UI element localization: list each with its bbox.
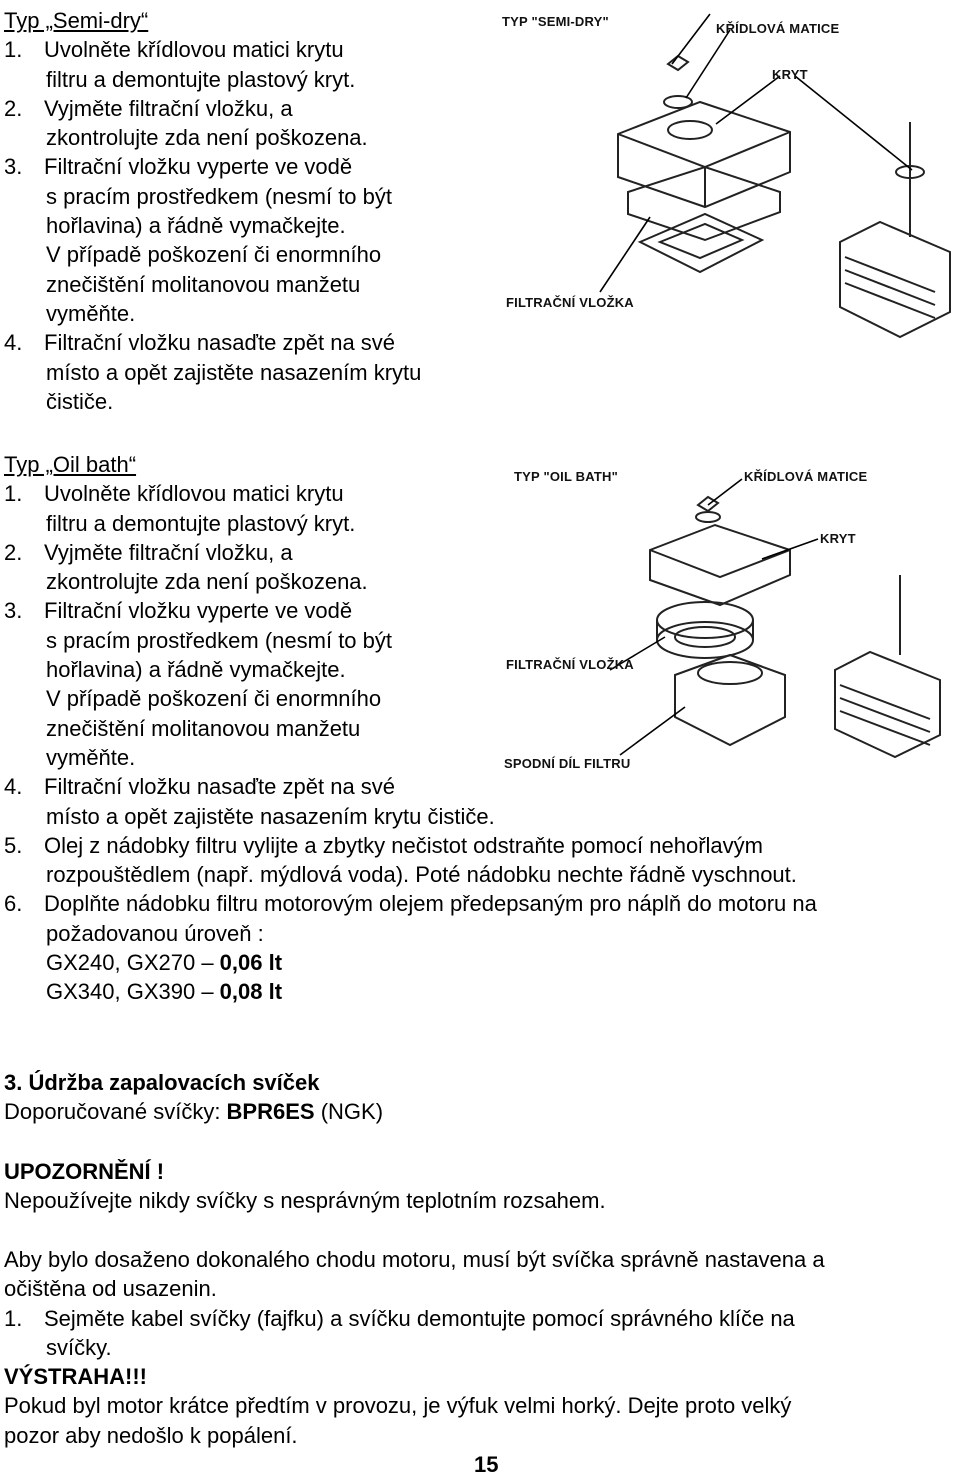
semi-step-4 xyxy=(4,328,421,357)
section-title: 3. Údržba zapalovacích svíček xyxy=(4,1070,320,1095)
semi-step-3-cont: vyměňte. xyxy=(46,300,136,326)
oil-bath-heading: Typ „Oil bath“ xyxy=(4,452,137,477)
oil-step-3-cont: V případě poškození či enormního xyxy=(46,686,382,712)
step-text: Vyjměte filtrační vložku, a xyxy=(44,539,293,565)
semi-step-2-cont: zkontrolujte zda není poškozena. xyxy=(46,125,368,151)
model-names: GX340, GX390 – xyxy=(46,979,220,1005)
step-number: 6. xyxy=(4,891,23,917)
semi-step-3-cont: hořlavina) a řádně vymačkejte. xyxy=(46,213,346,239)
cover-shape xyxy=(650,525,790,605)
engine-shape xyxy=(840,222,950,337)
oil-step-3-cont: vyměňte. xyxy=(46,744,136,770)
paragraph-line: očištěna od usazenin. xyxy=(4,1276,217,1302)
cover-label: KRYT xyxy=(820,531,856,546)
warning-text: Nepoužívejte nikdy svíčky s nesprávným teplotním rozsahem. xyxy=(4,1188,606,1214)
step-number: 4. xyxy=(4,774,23,800)
step-text: Vyjměte filtrační vložku, a xyxy=(44,95,293,121)
wing-nut-label: KŘÍDLOVÁ MATICE xyxy=(716,21,840,36)
step-number: 5. xyxy=(4,832,23,858)
step-text: Uvolněte křídlovou matici krytu xyxy=(44,481,344,507)
semi-step-3-cont: s pracím prostředkem (nesmí to být xyxy=(46,183,392,209)
oil-amount-gx340 xyxy=(4,977,817,1006)
warning-block xyxy=(4,1157,606,1216)
plug-step-1-cont: svíčky. xyxy=(46,1334,112,1360)
oil-bath-type-label: TYP "OIL BATH" xyxy=(514,469,618,484)
step-number: 2. xyxy=(4,95,23,121)
oil-step-4-cont: místo a opět zajistěte nasazením krytu čističe. xyxy=(46,803,495,829)
semi-step-3-cont: znečištění molitanovou manžetu xyxy=(46,271,361,297)
step-text: Filtrační vložku nasaďte zpět na své xyxy=(44,330,396,356)
bottom-part-shape xyxy=(675,655,785,745)
paragraph-line: Aby bylo dosaženo dokonalého chodu motoru, musí být svíčka správně nastavena a xyxy=(4,1247,825,1272)
oil-step-3-cont: s pracím prostředkem (nesmí to být xyxy=(46,627,392,653)
engine-shape xyxy=(835,652,940,757)
step-text: Filtrační vložku vyperte ve vodě xyxy=(44,154,353,180)
spark-plug-section xyxy=(4,1068,383,1127)
oil-step-1-cont: filtru a demontujte plastový kryt. xyxy=(46,510,356,536)
semi-step-3-cont: V případě poškození či enormního xyxy=(46,242,382,268)
oil-step-5 xyxy=(4,831,817,860)
danger-text: Pokud byl motor krátce předtím v provozu, je výfuk velmi horký. Dejte proto velký xyxy=(4,1393,792,1419)
oil-step-5-cont: rozpouštědlem (např. mýdlová voda). Poté nádobku nechte řádně vyschnout. xyxy=(46,862,797,888)
recommended-label: Doporučované svíčky: xyxy=(4,1099,227,1125)
step-number: 1. xyxy=(4,37,23,63)
semi-step-4-cont: čističe. xyxy=(46,388,114,414)
base-plate-shape xyxy=(640,214,762,272)
oil-step-6 xyxy=(4,889,817,918)
step-number: 1. xyxy=(4,1305,23,1331)
oil-step-6-cont: požadovanou úroveň : xyxy=(46,920,264,946)
warning-title: UPOZORNĚNÍ ! xyxy=(4,1159,165,1184)
wing-nut-label: KŘÍDLOVÁ MATICE xyxy=(744,469,868,484)
element-shape xyxy=(657,602,753,638)
filter-element-label: FILTRAČNÍ VLOŽKA xyxy=(506,295,634,310)
oil-step-3-cont: hořlavina) a řádně vymačkejte. xyxy=(46,657,346,683)
plug-brand: (NGK) xyxy=(314,1099,384,1125)
semi-step-4-cont: místo a opět zajistěte nasazením krytu xyxy=(46,359,422,385)
oil-volume: 0,08 lt xyxy=(219,979,283,1005)
semi-dry-filter-diagram xyxy=(500,2,960,347)
oil-step-3-cont: znečištění molitanovou manžetu xyxy=(46,715,361,741)
step-number: 3. xyxy=(4,154,23,180)
oil-amount-gx240 xyxy=(4,948,817,977)
model-names: GX240, GX270 – xyxy=(46,950,220,976)
oil-bath-filter-diagram xyxy=(500,455,960,785)
semi-step-2 xyxy=(4,94,421,123)
step-text: Doplňte nádobku filtru motorovým olejem předepsaným pro náplň do motoru na xyxy=(44,891,817,917)
oil-volume: 0,06 lt xyxy=(219,950,283,976)
danger-text: pozor aby nedošlo k popálení. xyxy=(4,1422,298,1448)
step-text: Filtrační vložku nasaďte zpět na své xyxy=(44,774,396,800)
plug-step-1 xyxy=(4,1304,825,1333)
semi-step-3 xyxy=(4,152,421,181)
instructions-block xyxy=(4,1245,825,1450)
step-text: Sejměte kabel svíčky (fajfku) a svíčku demontujte pomocí správného klíče na xyxy=(44,1305,795,1331)
semi-dry-heading: Typ „Semi-dry“ xyxy=(4,8,149,33)
bottom-part-label: SPODNÍ DÍL FILTRU xyxy=(504,756,631,771)
plug-model: BPR6ES xyxy=(226,1099,315,1125)
cover-label: KRYT xyxy=(772,67,808,82)
step-text: Olej z nádobky filtru vylijte a zbytky nečistot odstraňte pomocí nehořlavým xyxy=(44,832,763,858)
page-number: 15 xyxy=(474,1452,499,1477)
danger-title: VÝSTRAHA!!! xyxy=(4,1364,147,1390)
semi-step-1 xyxy=(4,35,421,64)
semi-dry-type-label: TYP "SEMI-DRY" xyxy=(502,14,609,29)
step-text: Filtrační vložku vyperte ve vodě xyxy=(44,598,353,624)
oil-step-2-cont: zkontrolujte zda není poškozena. xyxy=(46,569,368,595)
filter-element-label: FILTRAČNÍ VLOŽKA xyxy=(506,657,634,672)
step-number: 1. xyxy=(4,481,23,507)
semi-step-1-cont: filtru a demontujte plastový kryt. xyxy=(46,66,356,92)
step-number: 2. xyxy=(4,539,23,565)
semi-dry-section xyxy=(4,6,421,416)
recommended-plugs xyxy=(4,1097,383,1126)
step-number: 3. xyxy=(4,598,23,624)
step-number: 4. xyxy=(4,330,23,356)
wing-nut-icon xyxy=(668,56,688,70)
step-text: Uvolněte křídlovou matici krytu xyxy=(44,37,344,63)
